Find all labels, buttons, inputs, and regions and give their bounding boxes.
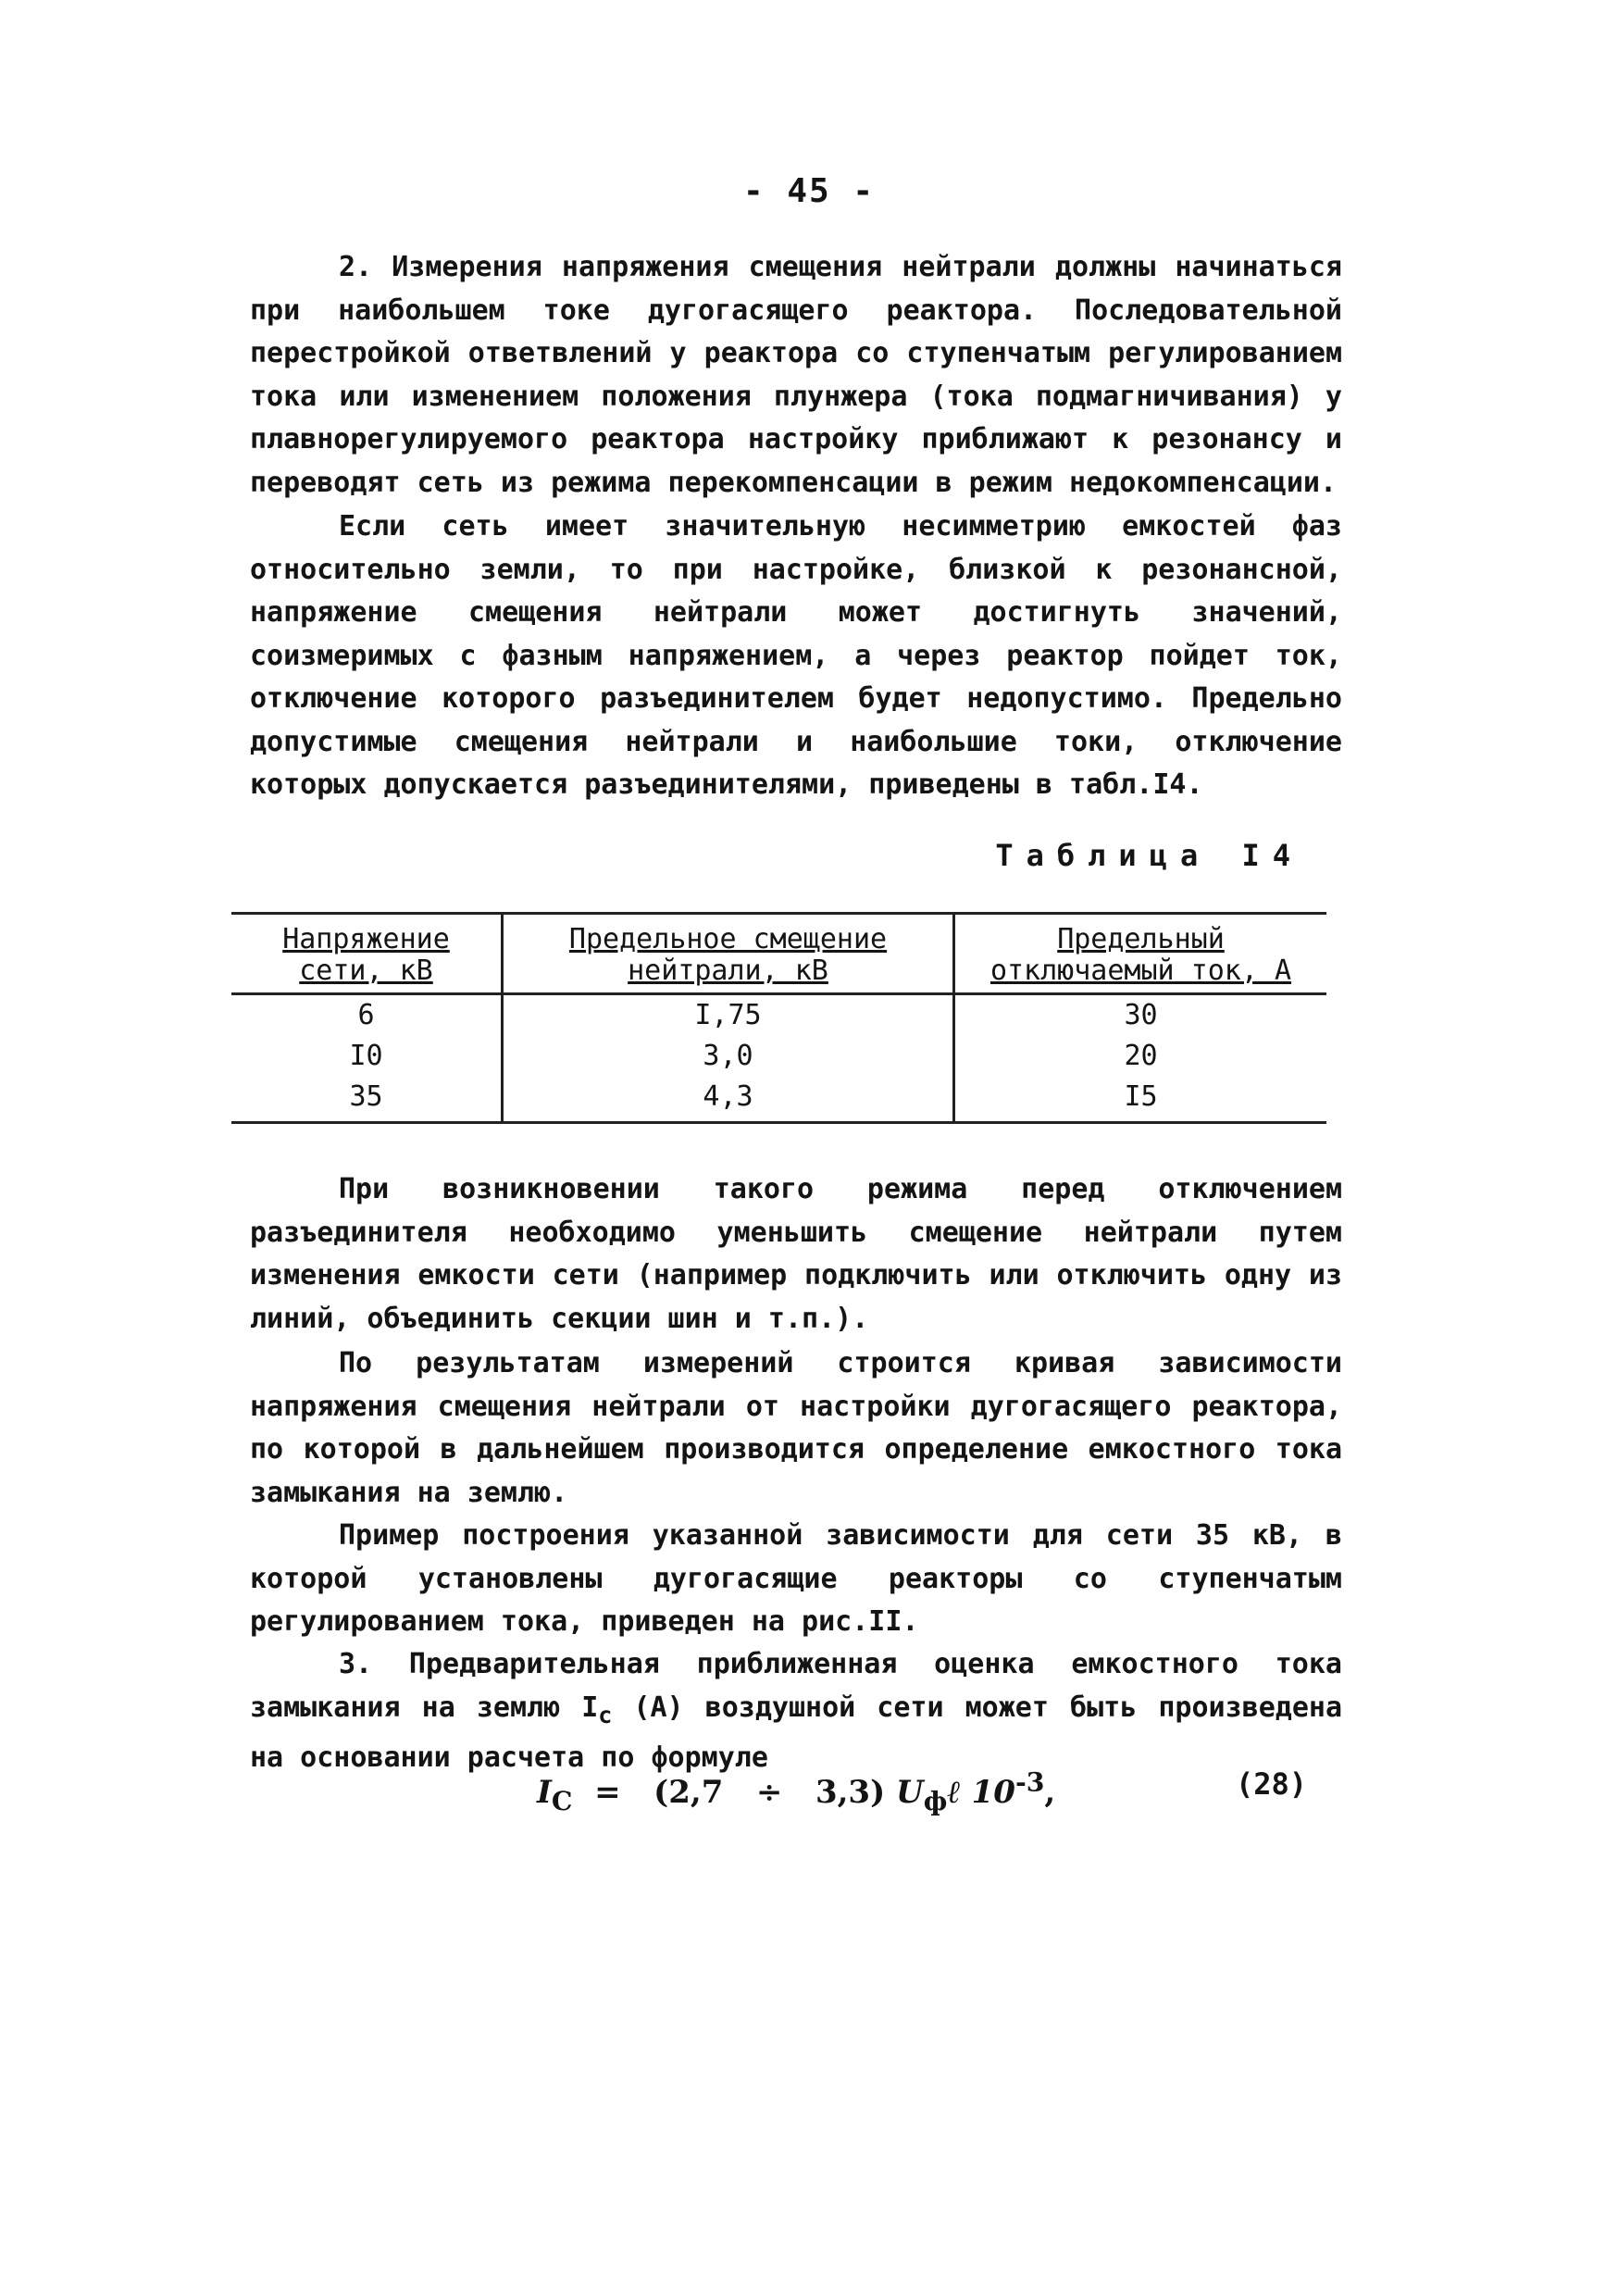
header-offset-line-1: Предельное смещение bbox=[568, 923, 888, 955]
table-row bbox=[231, 1077, 1326, 1123]
header-voltage bbox=[231, 914, 503, 994]
header-current-line-2: отключаемый ток, А bbox=[989, 955, 1292, 987]
paragraph-2-text: Если сеть имеет значительную несимметрию емкостей фаз относительно земли, то при настройке, близкой к резонансной, напряжение смещения нейтрали может достигнуть значений, соизмеримых с фазным напряжением, а через реактор пойдет ток, отключение которого разъединителем будет недопустимо. Предельно допустимые смещения нейтрали и наибольшие токи, отключение которых допускается разъединителями, приведены в табл.I4. bbox=[250, 510, 1342, 801]
header-voltage-line-2: сети, кВ bbox=[299, 955, 433, 987]
cell-offset: 4,3 bbox=[503, 1077, 954, 1123]
header-current-line-1: Предельный bbox=[1057, 923, 1225, 955]
formula-coef-op: ÷ bbox=[755, 1774, 783, 1812]
cell-current: I5 bbox=[954, 1077, 1327, 1123]
cell-offset: I,75 bbox=[503, 994, 954, 1037]
formula-u-sub: ф bbox=[923, 1785, 948, 1817]
paragraph-6-text-before: 3. Предварительная приближенная оценка емкостного тока замыкания на землю bbox=[250, 1648, 1342, 1724]
formula-trail: , bbox=[1044, 1774, 1056, 1812]
formula-number: (28) bbox=[1236, 1766, 1308, 1802]
paragraph-1-text: 2. Измерения напряжения смещения нейтрали должны начинаться при наибольшем токе дугогасящего реактора. Последовательной перестройкой ответвлений у реактора со ступенчатым регулированием тока или изменением положения плунжера (тока подмагничивания) у плавнорегулируемого реактора настройку приближают к резонансу и переводят сеть из режима перекомпенсации в режим недокомпенсации. bbox=[250, 251, 1342, 499]
formula bbox=[537, 1766, 1055, 1816]
formula-equals: = bbox=[594, 1774, 621, 1812]
header-offset-line-2: нейтрали, кВ bbox=[628, 955, 828, 987]
paragraph-3 bbox=[250, 1168, 1342, 1341]
paragraph-6-subscript: c bbox=[598, 1701, 613, 1728]
paragraph-5-text: Пример построения указанной зависимости для сети 35 кВ, в которой установлены дугогасящие реакторы со ступенчатым регулированием тока, приведен на рис.II. bbox=[250, 1519, 1342, 1638]
formula-coef-open: (2,7 bbox=[653, 1774, 724, 1812]
paragraph-2 bbox=[250, 505, 1342, 807]
table-row bbox=[231, 994, 1326, 1037]
cell-voltage: I0 bbox=[231, 1036, 503, 1077]
header-current bbox=[954, 914, 1327, 994]
paragraph-6-symbol: I bbox=[581, 1691, 599, 1724]
paragraph-6-text-after: (А) воздушной сети может быть произведена на основании расчета по формуле bbox=[250, 1691, 1343, 1774]
cell-voltage: 35 bbox=[231, 1077, 503, 1123]
table-header-row bbox=[231, 914, 1326, 994]
header-voltage-line-1: Напряжение bbox=[282, 923, 450, 955]
cell-offset: 3,0 bbox=[503, 1036, 954, 1077]
formula-l: ℓ bbox=[947, 1774, 961, 1812]
formula-u: U bbox=[896, 1774, 924, 1812]
cell-current: 20 bbox=[1124, 1040, 1158, 1072]
formula-lhs-sub: C bbox=[551, 1785, 573, 1817]
data-table bbox=[231, 912, 1326, 1124]
page-number: - 45 - bbox=[742, 172, 876, 210]
paragraph-4-text: По результатам измерений строится кривая зависимости напряжения смещения нейтрали от настройки дугогасящего реактора, по которой в дальнейшем производится определение емкостного тока замыкания на землю. bbox=[250, 1347, 1342, 1509]
cell-current: 30 bbox=[1124, 999, 1158, 1031]
formula-lhs: I bbox=[537, 1774, 552, 1812]
paragraph-5 bbox=[250, 1515, 1342, 1644]
paragraph-6 bbox=[250, 1643, 1342, 1780]
cell-voltage: 6 bbox=[231, 994, 503, 1037]
paragraph-4 bbox=[250, 1342, 1342, 1515]
paragraph-3-text: При возникновении такого режима перед отключением разъединителя необходимо уменьшить смещение нейтрали путем изменения емкости сети (например подключить или отключить одну из линий, объединить секции шин и т.п.). bbox=[250, 1173, 1342, 1335]
header-offset bbox=[503, 914, 954, 994]
table-caption: Таблица I4 bbox=[995, 838, 1303, 873]
formula-exp: -3 bbox=[1014, 1766, 1045, 1798]
table-row bbox=[231, 1036, 1326, 1077]
formula-coef-close: 3,3) bbox=[815, 1774, 886, 1812]
paragraph-1 bbox=[250, 246, 1342, 505]
formula-ten: 10 bbox=[971, 1774, 1015, 1812]
